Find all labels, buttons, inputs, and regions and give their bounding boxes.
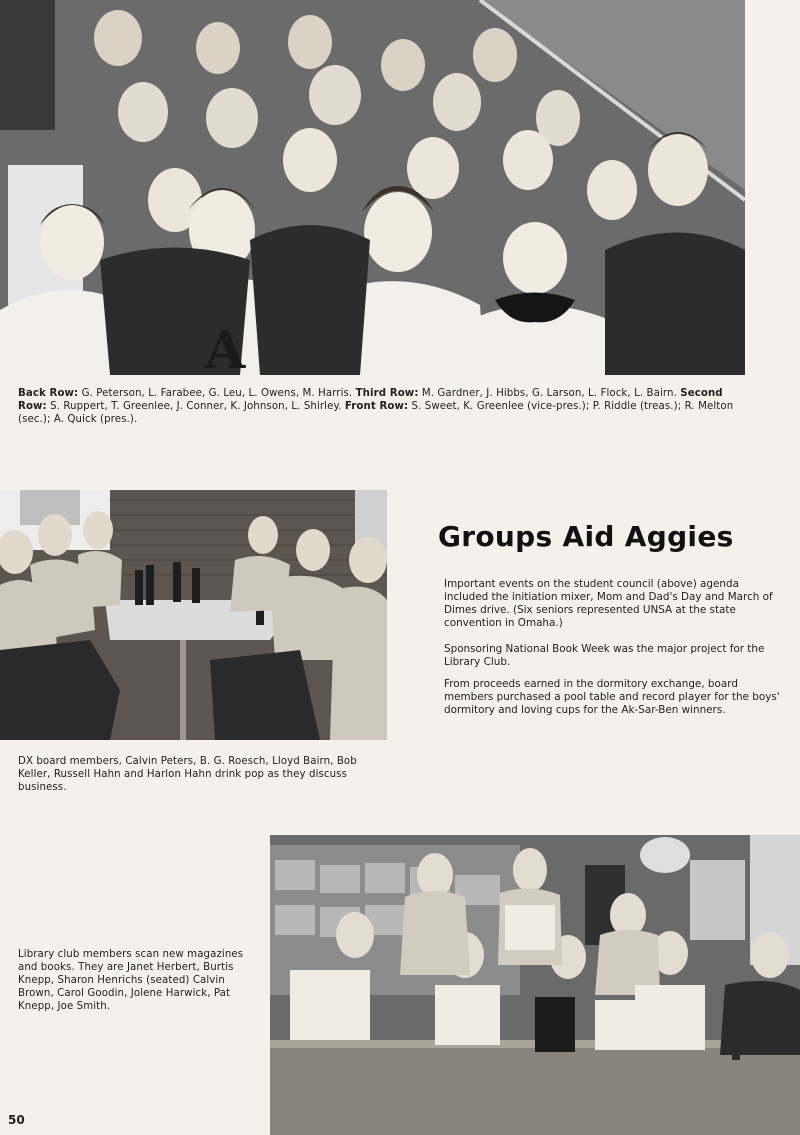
student-council-photo — [0, 0, 745, 375]
page-number: 50 — [8, 1113, 25, 1127]
sweater-letter-a: A — [204, 320, 246, 375]
third-row-label: Third Row: — [355, 388, 419, 399]
dx-board-caption: DX board members, Calvin Peters, B. G. Roesch, Lloyd Bairn, Bob Keller, Russell Hahn and Harlon Hahn drink pop as they discuss business. — [18, 756, 357, 793]
library-club-photo-illustration — [270, 835, 800, 1135]
page-headline: Groups Aid Aggies — [438, 520, 734, 553]
back-row-label: Back Row: — [18, 388, 79, 399]
dx-board-photo — [0, 490, 387, 740]
story-paragraph-1: Important events on the student council (above) agenda included the initiation mixer, Mom and Dad's Day and March of Dimes drive. (Six seniors represented UNSA at the state convention in Omaha.) — [444, 578, 773, 629]
front-row-names: S. Sweet, K. Greenlee (vice-pres.); P. Riddle (treas.); R. Melton (sec.); A. Quick (pres.). — [18, 401, 734, 425]
library-club-photo — [270, 835, 800, 1135]
dx-board-photo-illustration — [0, 490, 387, 740]
second-row-names: S. Ruppert, T. Greenlee, J. Conner, K. Johnson, L. Shirley. — [46, 401, 345, 412]
student-council-caption — [18, 387, 738, 426]
front-row-label: Front Row: — [344, 401, 409, 412]
back-row-names: G. Peterson, L. Farabee, G. Leu, L. Owens, M. Harris. — [78, 388, 356, 399]
library-club-caption: Library club members scan new magazines and books. They are Janet Herbert, Burtis Knepp, Sharon Henrichs (seated) Calvin Brown, Carol Goodin, Jolene Harwick, Pat Knepp, Joe Smith. — [18, 949, 244, 1012]
third-row-names: M. Gardner, J. Hibbs, G. Larson, L. Flock, L. Bairn. — [418, 388, 681, 399]
sweater-letter-layer — [0, 0, 745, 375]
second-row-label: Second Row: — [18, 388, 723, 412]
story-paragraph-3: From proceeds earned in the dormitory exchange, board members purchased a pool table and record player for the boys' dormitory and loving cups for the Ak-Sar-Ben winners. — [444, 678, 780, 716]
story-paragraph-2: Sponsoring National Book Week was the major project for the Library Club. — [444, 643, 765, 668]
